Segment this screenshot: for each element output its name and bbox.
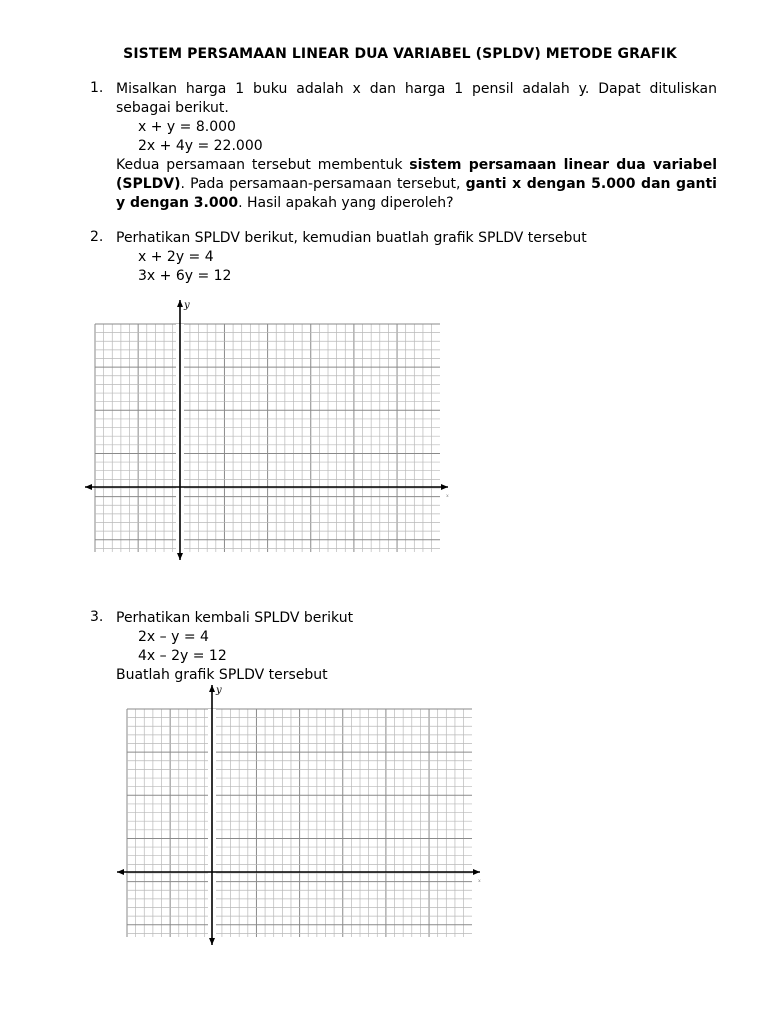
paragraph-bold: sistem persamaan linear dua variabel (SPLDV) [116,157,717,192]
question-paragraph [116,156,717,213]
equation-1: x + 2y = 4 [138,249,214,265]
y-axis-arrow-down [209,938,215,945]
page-title: SISTEM PERSAMAAN LINEAR DUA VARIABEL (SPLDV) METODE GRAFIK [123,46,677,62]
question-intro: Perhatikan SPLDV berikut, kemudian buatlah grafik SPLDV tersebut [116,230,587,246]
x-axis-arrow-left [117,869,124,875]
equation-2: 4x – 2y = 12 [138,648,227,664]
x-axis-arrow-right [473,869,480,875]
y-axis-arrow-up [209,685,215,692]
equation-2: 2x + 4y = 22.000 [138,138,263,154]
question-number: 3. [90,609,104,625]
paragraph-text: . Hasil apakah yang diperoleh? [238,195,454,211]
graph-grid-1[interactable] [80,296,460,566]
question-2 [90,229,717,286]
y-axis-label: y [184,300,190,311]
equation-1: 2x – y = 4 [138,629,209,645]
paragraph-text: . Pada persamaan-persamaan tersebut, [180,176,466,192]
question-1 [90,80,717,213]
x-axis-label: x [446,493,449,499]
question-number: 2. [90,229,104,245]
paragraph-bold: ganti x dengan 5.000 dan ganti y dengan 3.000 [116,176,717,211]
x-axis-arrow-right [441,484,448,490]
y-axis-label: y [216,685,222,696]
x-axis-arrow-left [85,484,92,490]
y-axis-arrow-up [177,300,183,307]
y-axis-arrow-down [177,553,183,560]
question-number: 1. [90,80,104,96]
paragraph-text: Kedua persamaan tersebut membentuk [116,157,410,173]
graph-grid-2[interactable] [112,681,492,951]
question-3 [90,609,717,685]
x-axis-label: x [478,878,481,884]
question-outro: Buatlah grafik SPLDV tersebut [116,667,328,683]
equation-2: 3x + 6y = 12 [138,268,232,284]
equation-1: x + y = 8.000 [138,119,236,135]
question-intro: Perhatikan kembali SPLDV berikut [116,610,354,626]
question-intro: Misalkan harga 1 buku adalah x dan harga 1 pensil adalah y. Dapat dituliskan sebagai berikut. [116,81,717,116]
